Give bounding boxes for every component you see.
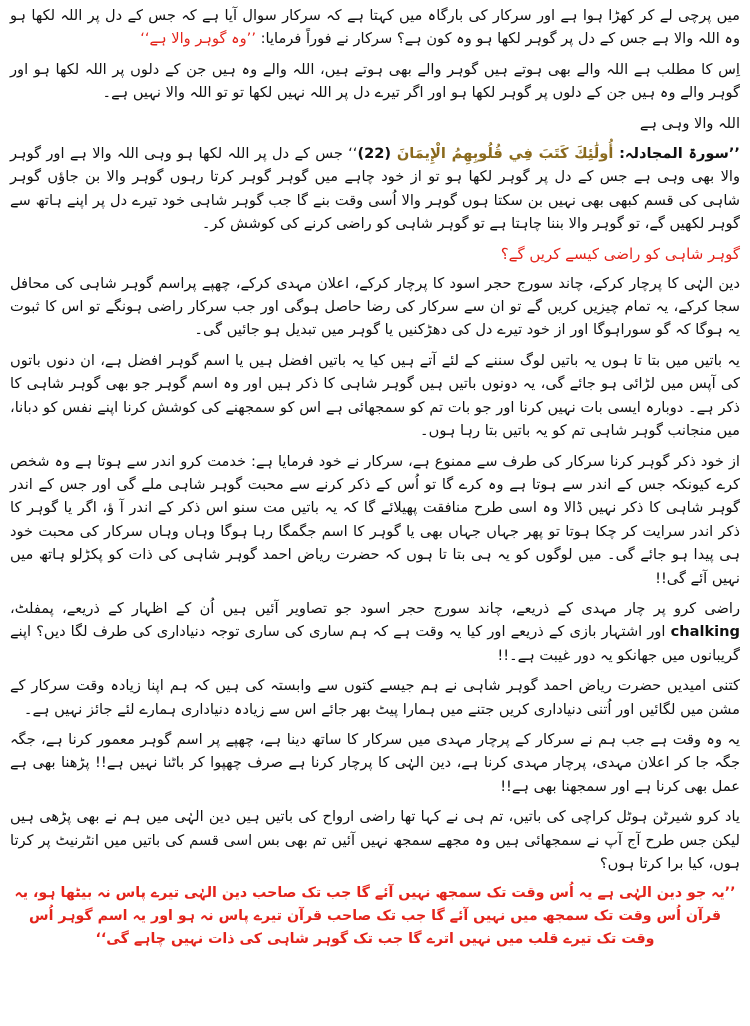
verse-ref: (22) [357,145,397,163]
paragraph-9-text: کتنی امیدیں حضرت ریاض احمد گوہر شاہی نے ہم جیسے کتوں سے وابستہ کی ہیں کہ ہم اپنا زیادہ وقت سرکار کے مشن میں لگائیں اور اُتنی دنیاداری کریں جتنے میں ہمارا پیٹ بھر جائے اس سے زیادہ دنیاداری ہمارے لئے جائز نہیں ہے۔ [10,677,740,718]
paragraph-4 [8,142,742,236]
paragraph-1-quote: ’’وہ گوہر والا ہے‘‘ [140,30,256,48]
surah-name: ’’سورۃ المجادلہ: [613,145,740,163]
paragraph-10 [8,728,742,798]
arabic-verse: أُولَٰئِكَ كَتَبَ فِي قُلُوبِهِمُ الْإِيمَانَ [396,145,614,163]
paragraph-8-text-a: راضی کرو پر چار مہدی کے ذریعے، چاند سورج حجر اسود جو تصاویر آئیں ہیں اُن کے اظہار کے ذریعے، پمفلٹ، [10,599,740,617]
paragraph-7 [8,450,742,590]
paragraph-8-text-b: اور اشتہار بازی کے ذریعے اور کیا یہ وقت ہے کہ ہم ساری کی ساری توجہ دنیاداری کی طرف لگا دیں؟ اپنے گریبانوں میں جھانکو یہ دور غیبت ہے۔!! [10,623,740,664]
closing-quote: ’’یہ جو دین الہٰی ہے یہ اُس وقت تک سمجھ نہیں آئے گا جب تک صاحب دین الہٰی تیرے پاس نہ بیٹھا ہو، یہ قرآن اُس وقت تک سمجھ میں نہیں آئے گا جب تک صاحب قرآن تیرے پاس نہ ہو اور یہ اسم گوہر اُس وقت تک تیرے قلب میں نہیں اترے گا جب تک گوہر شاہی کی ذات نہیں چاہے گی‘‘ [14,885,736,948]
paragraph-2-text: اِس کا مطلب ہے اللہ والے بھی ہوتے ہیں گوہر والے بھی ہوتے ہیں، اللہ والے وہ ہیں جن کے دلوں پر اللہ لکھا ہو اور گوہر والے وہ ہیں جن کے دلوں پر گوہر لکھا ہو اور اگر تیرے دل پر اللہ نہیں لکھا تو تو اللہ والا نہیں ہے۔ [10,60,740,102]
paragraph-9 [8,674,742,721]
paragraph-7-text: از خود ذکر گوہر کرنا سرکار کی طرف سے ممنوع ہے، سرکار نے خود فرمایا ہے: خدمت کرو اندر سے ہوتا ہے وہ شخص کرے کیونکہ جس کے اندر سے ہوتا ہے وہ کرے گا تو اُس کے ذکر کرنے سے محبت گوہر شاہی ملے گی اور جس کے اندر گوہر شاہی کا ذکر نہیں ڈالا وہ اسی طرح منافقت پھیلائے گا کہ یہ باتیں مت سنو اس ذکر کے اندر آ ؤ، اگر یا گوہر کا ذکر اندر سرایت کر چکا ہوتا تو پھر جہاں جہاں بھی یا گوہر کا اسم جگمگا رہا ہوگا وہاں وہاں سرکار کی محبت خود ہی پیدا ہو جائے گی۔ میں لوگوں کو یہ ہی بتا تا ہوں کہ حضرت ریاض احمد گوہر شاہی کی ذات کو پکڑلو ہاتھ میں نہیں آئے گی!! [10,452,740,587]
paragraph-3-text: اللہ والا وہی ہے [639,114,740,132]
paragraph-1-text: میں پرچی لے کر کھڑا ہوا ہے اور سرکار کی بارگاہ میں کہتا ہے کہ سرکار سوال آیا ہے کہ جس کے دل پر اللہ لکھا ہو وہ اللہ والا ہے جس کے دل پر گوہر لکھا ہو وہ کون ہے؟ سرکار نے فوراً فرمایا: [10,7,740,48]
paragraph-11 [8,805,742,875]
paragraph-8 [8,597,742,667]
paragraph-10-text: یہ وہ وقت ہے جب ہم نے سرکار کے پرچار مہدی میں سرکار کا ساتھ دینا ہے، چھپے پر اسم گوہر معمور کرنا ہے، جگہ جگہ جا کر اعلان مہدی، پرچار مہدی کرنا ہے، دین الہٰی کا پرچار کرنا ہے صرف چھپوا کر باٹنا نہیں ہے!! پڑھنا بھی ہے عمل بھی کرنا ہے اور سمجھنا بھی ہے!! [10,730,740,795]
paragraph-3 [8,112,742,135]
paragraph-11-text: یاد کرو شیرٹن ہوٹل کراچی کی باتیں، تم ہی نے کہا تھا راضی ارواح کی باتیں ہیں دین الہٰی میں ہم نے بھی پڑھی ہیں لیکن جس طرح آج آپ نے سمجھائی ہیں وہ مجھے سمجھ نہیں آئیں تم بھی بس اسی قسم کی باتیں میں انٹرنیٹ پر کرتا ہوں، کیا برا کرتا ہوں؟ [10,808,740,872]
document-page [8,0,742,951]
paragraph-1 [8,4,742,51]
paragraph-5-text: دین الہٰی کا پرچار کرکے، چاند سورج حجر اسود کا پرچار کرکے، اعلان مہدی کرکے، چھپے پراسم گوہر شاہی کی محافل سجا کرکے، یہ تمام چیزیں کریں گے تو ان سے سرکار کی رضا حاصل ہوگی اور جب سرکار راضی ہونگے تو اس کا ثبوت یہ ہوگا کہ گو سوراہوگا اور از خود تیرے دل کی دھڑکنیں یا گوہر میں تبدیل ہو جائیں گی۔ [10,274,740,339]
paragraph-8-latin: chalking [670,623,740,641]
paragraph-2 [8,58,742,105]
section-heading: گوہر شاہی کو راضی کیسے کریں گے؟ [500,244,740,263]
paragraph-5 [8,272,742,342]
paragraph-6-text: یہ باتیں میں بتا تا ہوں یہ باتیں لوگ سننے کے لئے آتے ہیں کیا یہ باتیں افضل ہیں یا اسم گوہر افضل ہے، ان دنوں باتوں کی آپس میں لڑائی ہو جائے گی، یہ دونوں باتیں ہیں گوہر شاہی کا ذکر ہیں اور وہ اسم گوہر جو بھی گوہر شاہی کا ذکر ہے۔ دوبارہ ایسی بات نہیں کرنا اور جو بات تم کو سمجھائی ہے اس کو سمجھنے کی کوشش کرنا اپنے نفس کو دبانا، میں منجانب گوہر شاہی تم کو یہ باتیں بتا رہا ہوں۔ [10,351,740,440]
paragraph-4-text: ‘‘ جس کے دل پر اللہ لکھا ہو وہی اللہ والا ہے اور گوہر والا بھی وہی ہے جس کے دل پر گوہر لکھا ہو تو از خود چاہے میں گوہر گوہر کرتا رہوں گوہر والا بن جاؤں گوہر شاہی کی قسم کبھی بھی نہیں بن سکتا ہوں گوہر والا اُسی وقت بنے گا جب گوہر شاہی خود تیرے دل پر اپنے ہاتھ سے گوہر لکھیں گے، تو گوہر والا بننا چاہتا ہے تو گوہر شاہی کو راضی کرنے کی کوشش کر۔ [10,145,740,233]
paragraph-6 [8,349,742,443]
